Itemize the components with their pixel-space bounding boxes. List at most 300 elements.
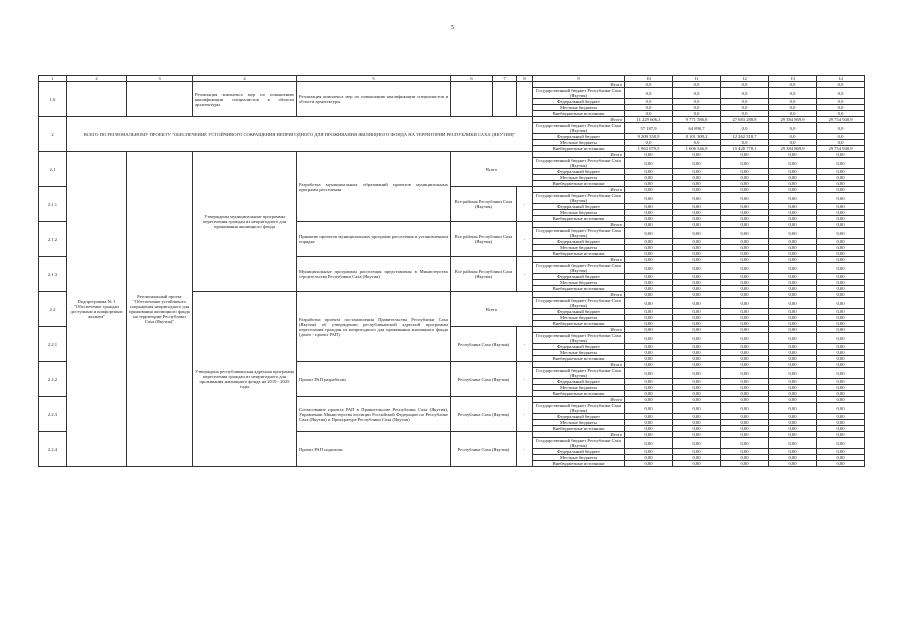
amount-cell: 0,00	[817, 152, 865, 158]
result-text: Утверждены муниципальные программы переселения граждан из непригодного для проживания жилищного фонда	[193, 152, 297, 292]
amount-cell: 0,00	[769, 333, 817, 344]
funding-source: Внебюджетные источники	[533, 461, 625, 467]
amount-cell: 0,00	[769, 280, 817, 286]
amount-cell: 0,00	[817, 239, 865, 245]
amount-cell: 0,00	[673, 228, 721, 239]
amount-cell: 0,00	[769, 292, 817, 298]
amount-cell: 0,00	[817, 175, 865, 181]
amount-cell: 0,00	[721, 403, 769, 414]
empty-cell	[451, 82, 493, 117]
funding-source: Внебюджетные источники	[533, 391, 625, 397]
funding-source: Итого	[533, 222, 625, 228]
amount-cell: 0,00	[673, 321, 721, 327]
amount-cell: 0,0	[625, 111, 673, 117]
amount-cell: 0,00	[673, 175, 721, 181]
amount-cell: 0,00	[673, 158, 721, 169]
funding-source: Местные бюджеты	[533, 105, 625, 111]
funding-source: Местные бюджеты	[533, 350, 625, 356]
amount-cell: 0,00	[673, 315, 721, 321]
amount-cell: 0,00	[817, 333, 865, 344]
column-number-7: 7	[493, 76, 517, 82]
amount-cell: 0,00	[769, 187, 817, 193]
amount-cell: 0,00	[721, 315, 769, 321]
row-number: 1.6	[39, 82, 67, 117]
funding-source: Местные бюджеты	[533, 315, 625, 321]
event-text: Реализация комплекса мер по повышению квалификации специалистов в области архитектуры	[297, 82, 451, 117]
amount-cell: 0,00	[721, 309, 769, 315]
amount-cell: 0,00	[721, 187, 769, 193]
amount-cell: 0,0	[817, 134, 865, 140]
funding-source: Местные бюджеты	[533, 420, 625, 426]
amount-cell: 0,0	[721, 123, 769, 134]
amount-cell: 0,00	[625, 455, 673, 461]
amount-cell: 0,00	[673, 391, 721, 397]
amount-cell: 0,00	[769, 327, 817, 333]
amount-cell: 0,00	[673, 274, 721, 280]
territory-cell: Всего	[451, 152, 533, 187]
event-text: Проект РАП подписан	[297, 432, 451, 467]
amount-cell: 0,0	[721, 82, 769, 88]
amount-cell: 0,00	[817, 397, 865, 403]
amount-cell: 0,00	[673, 368, 721, 379]
column-number-2: 2	[67, 76, 127, 82]
amount-cell: 0,00	[817, 432, 865, 438]
funding-source: Внебюджетные источники	[533, 426, 625, 432]
amount-cell: 0,00	[721, 193, 769, 204]
amount-cell: 0,00	[769, 321, 817, 327]
funding-source: Федеральный бюджет	[533, 309, 625, 315]
empty-cell	[67, 82, 127, 117]
amount-cell: 0,00	[721, 432, 769, 438]
amount-cell: 0,00	[817, 426, 865, 432]
empty-cell	[127, 82, 193, 117]
amount-cell: 0,00	[769, 152, 817, 158]
amount-cell: 0,0	[625, 105, 673, 111]
funding-source: Государственный бюджет Республики Саха (Якутия)	[533, 438, 625, 449]
amount-cell: 0,00	[769, 228, 817, 239]
amount-cell: 0,0	[721, 88, 769, 99]
funding-source: Государственный бюджет Республики Саха (Якутия)	[533, 403, 625, 414]
amount-cell: 0,00	[673, 152, 721, 158]
amount-cell: 0,0	[769, 99, 817, 105]
column-number-10: 10	[625, 76, 673, 82]
amount-cell: 0,00	[721, 280, 769, 286]
funding-source: Внебюджетные источники	[533, 356, 625, 362]
amount-cell: 0,00	[721, 216, 769, 222]
amount-cell: 0,00	[769, 356, 817, 362]
regional-project-title: Регоиональный проект "Обеспечение устойчивого сокращения непригодного для проживания жилищного фонда на территории Республики Саха (Якутия)"	[127, 152, 193, 467]
amount-cell: 0,00	[817, 362, 865, 368]
amount-cell: 0,00	[817, 461, 865, 467]
amount-cell: 29 384 869,9	[769, 117, 817, 123]
amount-cell: 0,00	[817, 274, 865, 280]
amount-cell: 0,00	[721, 455, 769, 461]
amount-cell: 0,00	[769, 461, 817, 467]
column-number-4: 4	[193, 76, 297, 82]
table-row	[39, 117, 865, 123]
amount-cell: 0,00	[625, 385, 673, 391]
funding-source: Федеральный бюджет	[533, 239, 625, 245]
amount-cell: 0,00	[625, 239, 673, 245]
amount-cell: 0,00	[817, 385, 865, 391]
territory-cell: Республика Саха (Якутия)	[451, 397, 517, 432]
amount-cell: 0,00	[625, 298, 673, 309]
amount-cell: 0,0	[817, 82, 865, 88]
row-number: 2.1	[39, 152, 67, 187]
amount-cell: 0,00	[817, 158, 865, 169]
amount-cell: 0,00	[673, 414, 721, 420]
amount-cell: 0,00	[721, 379, 769, 385]
result-text: Реализация комплекса мер по повышению квалификации специалистов в области архитектуры	[193, 82, 297, 117]
amount-cell: 0,00	[769, 432, 817, 438]
event-text: Муниципальные программы расселения представлены в Министерство строительства Республики Саха (Якутия)	[297, 257, 451, 292]
amount-cell: 0,0	[769, 82, 817, 88]
amount-cell: 0,00	[769, 158, 817, 169]
amount-cell: 0,00	[817, 216, 865, 222]
funding-source: Внебюджетные источники	[533, 321, 625, 327]
amount-cell: 0,00	[817, 414, 865, 420]
territory-cell: Республика Саха (Якутия)	[451, 327, 517, 362]
amount-cell: 0,00	[769, 414, 817, 420]
funding-source: Федеральный бюджет	[533, 414, 625, 420]
amount-cell: 0,00	[673, 438, 721, 449]
amount-cell: 0,00	[721, 210, 769, 216]
funding-source: Государственный бюджет Республики Саха (Якутия)	[533, 193, 625, 204]
section-total-title: ВСЕГО ПО РЕГИОНАЛЬНОМУ ПРОЕКТУ "ОБЕСПЕЧЕНИЕ УСТОЙЧИВОГО СОКРАЩЕНИЯ НЕПРИГОДНОГО ДЛЯ ПРОЖИВАНИЯ ЖИЛИЩНОГО ФОНДА НА ТЕРРИТОРИИ РЕСПУБЛИКИ САХА (ЯКУТИЯ)"	[67, 117, 533, 152]
column-number-9: 9	[533, 76, 625, 82]
amount-cell: 0,00	[625, 210, 673, 216]
amount-cell: 0,0	[625, 99, 673, 105]
funding-source: Федеральный бюджет	[533, 274, 625, 280]
amount-cell: 0,00	[673, 362, 721, 368]
amount-cell: 0,0	[769, 105, 817, 111]
dash-cell: -	[517, 397, 533, 432]
funding-source: Итого	[533, 397, 625, 403]
amount-cell: 0,00	[769, 350, 817, 356]
funding-source: Итого	[533, 187, 625, 193]
amount-cell: 0,00	[673, 193, 721, 204]
amount-cell: 0,00	[721, 461, 769, 467]
amount-cell: 0,00	[673, 350, 721, 356]
amount-cell: 1 606 546,9	[673, 146, 721, 152]
territory-cell: Все районы Республики Саха (Якутия)	[451, 187, 517, 222]
amount-cell: 0,00	[673, 309, 721, 315]
page-number: 5	[451, 25, 454, 31]
amount-cell: 0,00	[769, 204, 817, 210]
amount-cell: 0,00	[625, 391, 673, 397]
amount-cell: 0,00	[721, 321, 769, 327]
amount-cell: 0,00	[625, 461, 673, 467]
amount-cell: 0,00	[673, 420, 721, 426]
amount-cell: 0,0	[721, 111, 769, 117]
amount-cell: 0,00	[817, 327, 865, 333]
amount-cell: 0,00	[817, 257, 865, 263]
amount-cell: 0,00	[721, 327, 769, 333]
event-text: Принятие проектов муниципальных программ расселения в установленном порядке	[297, 222, 451, 257]
amount-cell: 0,00	[721, 426, 769, 432]
amount-cell: 0,00	[769, 210, 817, 216]
territory-cell: Все районы Республики Саха (Якутия)	[451, 222, 517, 257]
amount-cell: 0,00	[769, 455, 817, 461]
amount-cell: 0,00	[721, 263, 769, 274]
amount-cell: 0,00	[625, 158, 673, 169]
amount-cell: 0,00	[769, 391, 817, 397]
amount-cell: 0,00	[817, 449, 865, 455]
amount-cell: 0,00	[721, 245, 769, 251]
amount-cell: 0,00	[721, 286, 769, 292]
amount-cell: 0,00	[625, 449, 673, 455]
funding-source: Итого	[533, 432, 625, 438]
column-number-5: 5	[297, 76, 451, 82]
amount-cell: 9 771 586,8	[673, 117, 721, 123]
row-number: 2.1.3	[39, 257, 67, 292]
amount-cell: 0,0	[817, 88, 865, 99]
amount-cell: 0,00	[817, 321, 865, 327]
amount-cell: 0,00	[673, 181, 721, 187]
amount-cell: 0,00	[721, 385, 769, 391]
funding-source: Местные бюджеты	[533, 455, 625, 461]
amount-cell: 0,00	[721, 257, 769, 263]
funding-source: Местные бюджеты	[533, 140, 625, 146]
funding-source: Внебюджетные источники	[533, 286, 625, 292]
amount-cell: 0,00	[721, 239, 769, 245]
amount-cell: 0,00	[721, 344, 769, 350]
amount-cell: 29 384 869,9	[769, 146, 817, 152]
amount-cell: 0,00	[769, 344, 817, 350]
amount-cell: 0,00	[817, 286, 865, 292]
amount-cell: 0,00	[625, 251, 673, 257]
amount-cell: 0,00	[625, 286, 673, 292]
column-number-13: 13	[769, 76, 817, 82]
funding-source: Федеральный бюджет	[533, 99, 625, 105]
amount-cell: 0,00	[673, 385, 721, 391]
amount-cell: 0,00	[817, 315, 865, 321]
amount-cell: 0,00	[769, 181, 817, 187]
amount-cell: 0,00	[673, 461, 721, 467]
amount-cell: 0,00	[817, 344, 865, 350]
amount-cell: 0,00	[817, 356, 865, 362]
amount-cell: 0,00	[817, 350, 865, 356]
amount-cell: 0,00	[673, 426, 721, 432]
amount-cell: 0,00	[769, 438, 817, 449]
funding-source: Итого	[533, 82, 625, 88]
dash-cell: -	[517, 257, 533, 292]
amount-cell: 0,0	[673, 111, 721, 117]
amount-cell: 0,00	[625, 403, 673, 414]
amount-cell: 0,0	[769, 111, 817, 117]
amount-cell: 0,00	[673, 257, 721, 263]
amount-cell: 0,00	[673, 204, 721, 210]
territory-cell: Все районы Республики Саха (Якутия)	[451, 257, 517, 292]
funding-source: Федеральный бюджет	[533, 204, 625, 210]
amount-cell: 0,00	[625, 327, 673, 333]
amount-cell: 0,00	[625, 187, 673, 193]
amount-cell: 0,00	[673, 280, 721, 286]
amount-cell: 0,00	[673, 397, 721, 403]
amount-cell: 0,00	[769, 379, 817, 385]
funding-source: Итого	[533, 292, 625, 298]
amount-cell: 0,0	[625, 82, 673, 88]
amount-cell: 0,00	[673, 286, 721, 292]
amount-cell: 0,00	[625, 321, 673, 327]
funding-source: Государственный бюджет Республики Саха (Якутия)	[533, 263, 625, 274]
amount-cell: 0,0	[817, 123, 865, 134]
amount-cell: 0,00	[721, 368, 769, 379]
amount-cell: 0,00	[721, 298, 769, 309]
amount-cell: 0,00	[817, 298, 865, 309]
dash-cell: -	[517, 187, 533, 222]
amount-cell: 0,00	[817, 210, 865, 216]
dash-cell: -	[517, 432, 533, 467]
amount-cell: 0,0	[817, 111, 865, 117]
funding-source: Государственный бюджет Республики Саха (Якутия)	[533, 368, 625, 379]
amount-cell: 0,00	[625, 426, 673, 432]
amount-cell: 0,00	[817, 228, 865, 239]
amount-cell: 0,00	[625, 245, 673, 251]
amount-cell: 0,00	[769, 286, 817, 292]
amount-cell: 0,0	[625, 88, 673, 99]
funding-source: Итого	[533, 117, 625, 123]
column-number-14: 14	[817, 76, 865, 82]
amount-cell: 0,00	[721, 169, 769, 175]
amount-cell: 0,00	[673, 403, 721, 414]
amount-cell: 0,00	[721, 438, 769, 449]
amount-cell: 0,00	[721, 391, 769, 397]
amount-cell: 0,00	[673, 298, 721, 309]
amount-cell: 0,00	[625, 344, 673, 350]
funding-source: Местные бюджеты	[533, 210, 625, 216]
amount-cell: 8 101 309,2	[673, 134, 721, 140]
column-number-6: 6	[451, 76, 493, 82]
amount-cell: 0,00	[673, 187, 721, 193]
row-number: 2.2.4	[39, 432, 67, 467]
amount-cell: 0,00	[769, 216, 817, 222]
amount-cell: 0,00	[673, 216, 721, 222]
amount-cell: 0,00	[769, 420, 817, 426]
amount-cell: 0,00	[769, 362, 817, 368]
amount-cell: 0,00	[817, 368, 865, 379]
amount-cell: 0,0	[625, 140, 673, 146]
amount-cell: 0,0	[817, 105, 865, 111]
amount-cell: 0,0	[721, 105, 769, 111]
row-number: 2.2.2	[39, 362, 67, 397]
amount-cell: 0,00	[673, 327, 721, 333]
amount-cell: 0,0	[769, 88, 817, 99]
amount-cell: 0,00	[721, 420, 769, 426]
funding-source: Государственный бюджет Республики Саха (Якутия)	[533, 123, 625, 134]
column-number-11: 11	[673, 76, 721, 82]
amount-cell: 0,00	[673, 210, 721, 216]
funding-source: Итого	[533, 257, 625, 263]
amount-cell: 0,00	[769, 309, 817, 315]
amount-cell: 0,00	[625, 420, 673, 426]
amount-cell: 29 754 940,9	[817, 146, 865, 152]
column-number-8: 8	[517, 76, 533, 82]
amount-cell: 0,00	[721, 175, 769, 181]
funding-source: Федеральный бюджет	[533, 169, 625, 175]
amount-cell: 0,00	[673, 245, 721, 251]
financing-table	[38, 75, 865, 467]
row-number: 2	[39, 117, 67, 152]
funding-source: Федеральный бюджет	[533, 379, 625, 385]
amount-cell: 0,00	[769, 222, 817, 228]
amount-cell: 0,00	[625, 368, 673, 379]
amount-cell: 0,00	[721, 158, 769, 169]
amount-cell: 0,00	[817, 263, 865, 274]
amount-cell: 27 683 288,8	[721, 117, 769, 123]
amount-cell: 0,00	[673, 169, 721, 175]
amount-cell: 0,00	[817, 251, 865, 257]
amount-cell: 0,00	[625, 152, 673, 158]
amount-cell: 0,0	[769, 140, 817, 146]
dash-cell: -	[517, 327, 533, 362]
amount-cell: 0,00	[769, 385, 817, 391]
amount-cell: 0,00	[673, 432, 721, 438]
dash-cell: -	[517, 222, 533, 257]
funding-source: Итого	[533, 362, 625, 368]
amount-cell: 0,00	[817, 245, 865, 251]
funding-source: Федеральный бюджет	[533, 449, 625, 455]
funding-source: Внебюджетные источники	[533, 251, 625, 257]
amount-cell: 64 890,7	[673, 123, 721, 134]
amount-cell: 0,00	[625, 350, 673, 356]
amount-cell: 0,00	[625, 414, 673, 420]
amount-cell: 0,00	[673, 292, 721, 298]
amount-cell: 0,00	[769, 193, 817, 204]
amount-cell: 0,00	[817, 379, 865, 385]
amount-cell: 0,0	[769, 123, 817, 134]
amount-cell: 0,00	[721, 356, 769, 362]
amount-cell: 0,0	[817, 99, 865, 105]
amount-cell: 0,00	[625, 175, 673, 181]
amount-cell: 0,0	[673, 140, 721, 146]
funding-source: Государственный бюджет Республики Саха (Якутия)	[533, 298, 625, 309]
amount-cell: 0,00	[673, 263, 721, 274]
amount-cell: 0,00	[817, 193, 865, 204]
amount-cell: 0,0	[721, 99, 769, 105]
amount-cell: 0,00	[721, 181, 769, 187]
amount-cell: 0,00	[721, 449, 769, 455]
event-text: Разработка проекта постановления Правительства Республики Саха (Якутия) об утверждении республиканской адресной программы переселения граждан из непригодного для проживания жилищного фонда (далее - проект РАП)	[297, 292, 451, 362]
amount-cell: 0,00	[625, 193, 673, 204]
amount-cell: 0,00	[625, 432, 673, 438]
amount-cell: 0,00	[625, 379, 673, 385]
funding-source: Местные бюджеты	[533, 245, 625, 251]
funding-source: Государственный бюджет Республики Саха (Якутия)	[533, 333, 625, 344]
territory-cell: Республика Саха (Якутия)	[451, 362, 517, 397]
amount-cell: 0,00	[817, 420, 865, 426]
amount-cell: 0,00	[673, 222, 721, 228]
funding-source: Итого	[533, 152, 625, 158]
funding-source: Местные бюджеты	[533, 385, 625, 391]
subprogram-title: Подпрограмма № 3 "Обеспечение граждан доступным и комфортным жильем"	[67, 152, 127, 467]
amount-cell: 0,00	[673, 333, 721, 344]
amount-cell: 0,00	[625, 222, 673, 228]
amount-cell: 0,00	[817, 455, 865, 461]
table-row	[39, 152, 865, 158]
amount-cell: 0,00	[625, 263, 673, 274]
territory-cell: Всего	[451, 292, 533, 327]
amount-cell: 0,00	[817, 222, 865, 228]
amount-cell: 0,00	[769, 263, 817, 274]
amount-cell: 0,00	[721, 350, 769, 356]
event-text: Разработка муниципальных образований проектов муниципальных программ расселения	[297, 152, 451, 222]
funding-source: Местные бюджеты	[533, 280, 625, 286]
funding-source: Внебюджетные источники	[533, 181, 625, 187]
funding-source: Внебюджетные источники	[533, 216, 625, 222]
amount-cell: 0,00	[817, 204, 865, 210]
funding-source: Федеральный бюджет	[533, 344, 625, 350]
